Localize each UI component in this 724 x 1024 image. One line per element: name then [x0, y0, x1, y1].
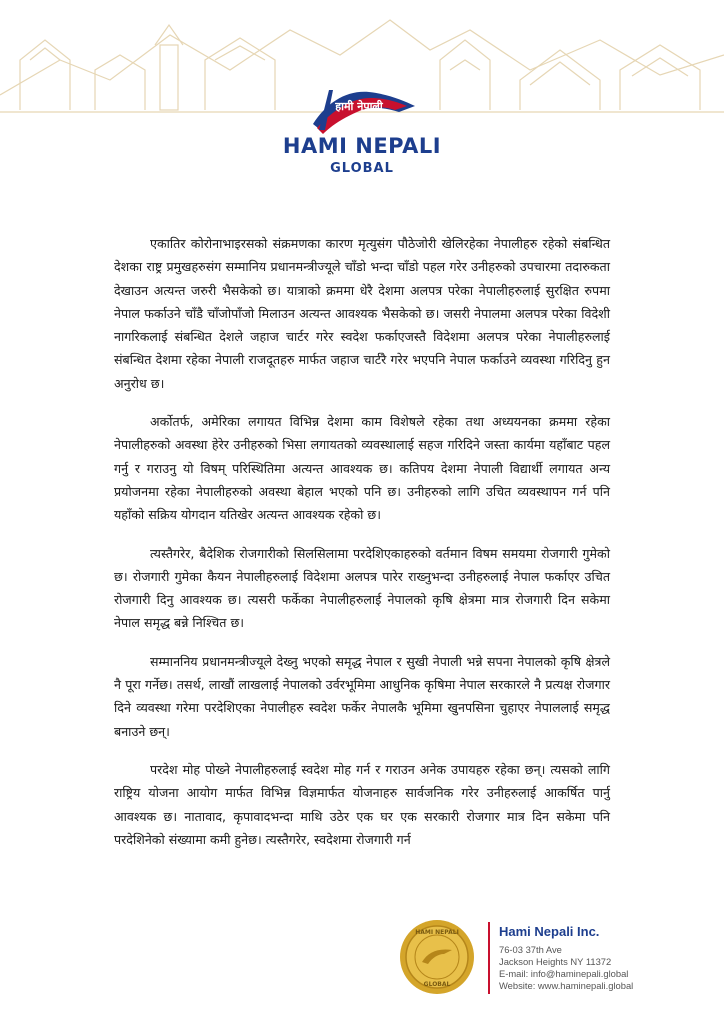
brand-title: HAMI NEPALI	[282, 134, 442, 158]
gold-seal-icon	[398, 918, 476, 996]
seal-text: HAMI NEPALI	[415, 929, 459, 936]
letter-paragraph-2: अर्कोतर्फ, अमेरिका लगायत विभिन्न देशमा काम विशेषले रहेका तथा अध्ययनका क्रममा रहेका नेपालीहरुको अवस्था हेरेर उनीहरुको भिसा लगायतको व्यवस्थालाई सहज गरिदिने जस्ता कार्यमा यहाँबाट पहल गर्नु र गराउनु यो विषम् परिस्थितिमा अत्यन्त आवश्यक छ। कतिपय देशमा नेपाली विद्यार्थी लगायत अन्य प्रयोजनमा रहेका नेपालीहरुको अवस्था बेहाल भएको पनि छ। उनीहरुको लागि उचित व्यवस्थापन गर्न पनि यहाँको सक्रिय योगदान यतिखेर अत्यन्त आवश्यक रहेको छ।	[114, 414, 610, 523]
letter-paragraph-3: त्यस्तैगरेर, बैदेशिक रोजगारीको सिलसिलामा परदेशिएकाहरुको वर्तमान विषम समयमा रोजगारी गुमेको छ। रोजगारी गुमेका कैयन नेपालीहरुलाई विदेशमा अलपत्र पारेर राख्नुभन्दा उनीहरुलाई नेपाल फर्काएर उचित रोजगारी दिनु आवश्यक छ। त्यसरी फर्केका नेपालीहरुलाई नेपालको कृषि क्षेत्रमा मात्र रोजगारी दिन सकेमा नेपाल समृद्ध बन्ने निश्चित छ।	[114, 545, 610, 631]
address-line-2: Jackson Heights NY 11372	[499, 956, 612, 967]
letter-paragraph-1: एकातिर कोरोनाभाइरसको संक्रमणका कारण मृत्युसंग पौठेजोरी खेलिरहेका नेपालीहरु रहेको संबन्धित देशका राष्ट्र प्रमुखहरुसंग सम्मानिय प्रधानमन्त्रीज्यूले चाँडो भन्दा चाँडो पहल गरेर उनीहरुको उपचारमा तदारुकता देखाउन अत्यन्त जरुरी भैसकेको छ। यात्राको क्रममा धेरै देशमा अलपत्र परेका नेपालीहरुलाई सुरक्षित रुपमा नेपाल फर्काउने चाँडै चाँजोपाँजो मिलाउन अत्यन्त आवश्यक भैसकेको छ। जसरी नेपालमा अलपत्र परेका विदेशी नागरिकलाई संबन्धित देशले जहाज चार्टर गरेर स्वदेश फर्काएजस्तै विदेशमा अलपत्र परेका नेपालीहरुलाई संबन्धित देशमा रहेका नेपाली राजदूतहरु मार्फत जहाज चार्टरै गरेर भएपनि नेपाल फर्काउने व्यवस्था गरिदिनु हुन अनुरोध छ।	[114, 236, 610, 391]
letter-paragraph-4: सम्माननिय प्रधानमन्त्रीज्यूले देख्नु भएको समृद्ध नेपाल र सुखी नेपाली भन्ने सपना नेपालको कृषि क्षेत्रले नै पूरा गर्नेछ। तसर्थ, लाखौं लाखलाई नेपालको उर्वरभूमिमा आधुनिक कृषिमा नेपाल सरकारले नै प्रत्यक्ष रोजगार दिने व्यवस्था गरेमा परदेशिएका नेपालीहरु स्वदेश फर्केर नेपालकै भूमिमा खुनपसिना चुहाएर नेपाललाई समृद्ध बनाउने छन्।	[114, 653, 610, 739]
brand-subtitle: GLOBAL	[330, 161, 394, 176]
letter-body	[114, 232, 610, 866]
email-link[interactable]: E-mail: info@haminepali.global	[499, 968, 629, 979]
address-line-1: 76-03 37th Ave	[499, 944, 562, 955]
letter-paragraph-5: परदेश मोह पोख्ने नेपालीहरुलाई स्वदेश मोह गर्न र गराउन अनेक उपायहरु रहेका छन्। त्यसको लागि राष्ट्रिय योजना आयोग मार्फत विभिन्न विज्ञमार्फत योजनाहरु सार्वजनिक गरेर उनीहरुलाई आकर्षित पार्नु आवश्यक छ। नातावाद, कृपावादभन्दा माथि उठेर एक घर एक सरकारी रोजगार मात्र दिन सकेमा पनि परदेशिनेको संख्यामा कमी हुनेछ। त्यस्तैगरेर, स्वदेशमा रोजगारी गर्न	[114, 761, 610, 847]
footer-divider	[488, 922, 490, 994]
hami-nepali-flag-logo	[307, 84, 419, 136]
website-link[interactable]: Website: www.haminepali.global	[499, 980, 634, 991]
seal-subtext: GLOBAL	[423, 981, 451, 988]
logo-script-text: हामी नेपाली	[335, 100, 383, 113]
company-name: Hami Nepali Inc.	[499, 924, 600, 939]
